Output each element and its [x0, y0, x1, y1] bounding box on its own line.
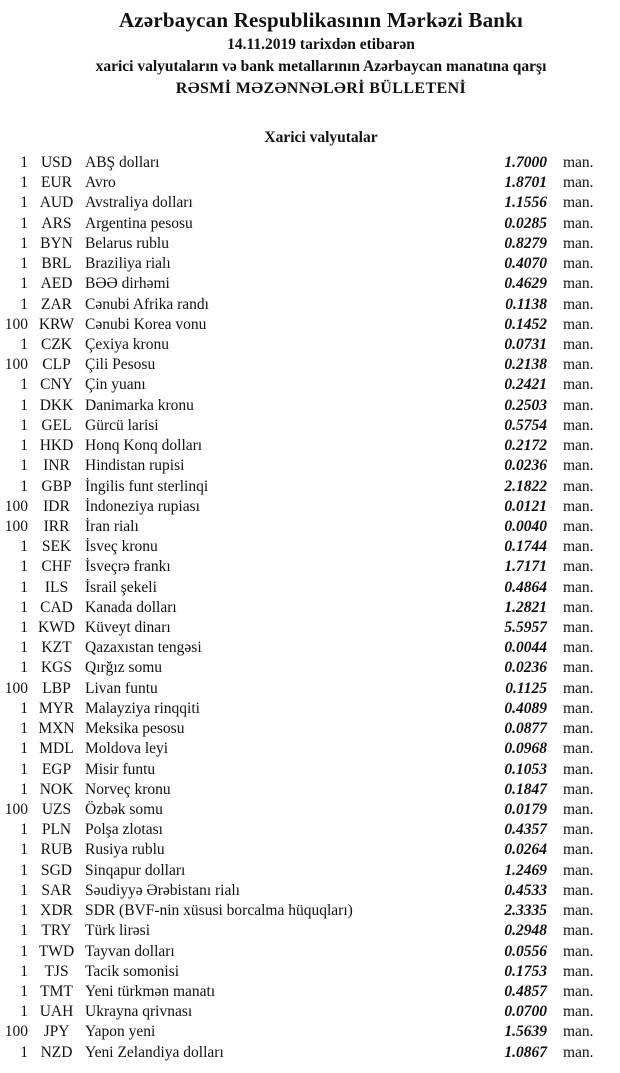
unit-cell: man. — [563, 841, 594, 859]
currency-name-cell: Meksika pesosu — [85, 720, 185, 738]
table-row — [0, 335, 620, 355]
quantity-cell: 100 — [4, 356, 28, 374]
currency-name-cell: İran rialı — [85, 517, 139, 535]
currency-code-cell: SEK — [41, 538, 72, 556]
currency-name-cell: Ukrayna qrivnası — [85, 1003, 193, 1021]
currency-code-cell: BRL — [41, 255, 72, 273]
rate-cell: 0.1753 — [504, 962, 547, 980]
rate-cell: 0.0556 — [504, 942, 547, 960]
unit-cell: man. — [563, 598, 594, 616]
currency-code-cell: RUB — [40, 841, 73, 859]
table-row — [0, 598, 620, 618]
currency-code-cell: KGS — [40, 659, 72, 677]
currency-code-cell: EGP — [41, 760, 72, 778]
table-row — [0, 1002, 620, 1022]
quantity-cell: 1 — [20, 295, 28, 313]
currency-name-cell: İsrail şekeli — [85, 578, 157, 596]
rate-cell: 0.4864 — [504, 578, 547, 596]
currency-code-cell: JPY — [43, 1023, 70, 1041]
table-row — [0, 254, 620, 274]
currency-name-cell: Belarus rublu — [85, 234, 169, 252]
table-row — [0, 537, 620, 557]
quantity-cell: 1 — [20, 598, 28, 616]
bulletin-title-line: RƏSMİ MƏZƏNNƏLƏRİ BÜLLETENİ — [175, 80, 467, 97]
rate-cell: 0.4533 — [504, 881, 547, 899]
unit-cell: man. — [563, 821, 594, 839]
quantity-cell: 1 — [20, 841, 28, 859]
rate-cell: 0.0040 — [504, 517, 547, 535]
table-row — [0, 456, 620, 476]
currency-name-cell: Polşa zlotası — [85, 821, 163, 839]
unit-cell: man. — [563, 437, 594, 455]
currency-name-cell: Rusiya rublu — [85, 841, 165, 859]
currency-code-cell: UZS — [41, 801, 72, 818]
table-row — [0, 719, 620, 739]
currency-name-cell: Qazaxıstan tengəsi — [85, 639, 202, 657]
table-row — [0, 416, 620, 436]
table-row — [0, 295, 620, 315]
table-row — [0, 699, 620, 719]
rate-cell: 0.5754 — [504, 416, 547, 434]
currency-name-cell: Misir funtu — [85, 760, 156, 778]
currency-name-cell: Tacik somonisi — [85, 962, 180, 980]
unit-cell: man. — [563, 234, 594, 252]
table-row — [0, 173, 620, 193]
table-row — [0, 375, 620, 395]
table-row — [0, 800, 620, 820]
currency-name-cell: ABŞ dolları — [85, 154, 160, 171]
rate-cell: 0.8279 — [504, 234, 547, 252]
currency-name-cell: Malayziya rinqqiti — [85, 699, 200, 717]
rate-cell: 0.2138 — [504, 356, 547, 374]
currency-name-cell: Avstraliya dolları — [85, 194, 193, 212]
unit-cell: man. — [563, 760, 594, 778]
quantity-cell: 1 — [20, 578, 28, 596]
unit-cell: man. — [563, 922, 594, 940]
currency-code-cell: IDR — [43, 497, 70, 515]
currency-code-cell: TWD — [38, 942, 75, 960]
unit-cell: man. — [563, 942, 594, 960]
table-row — [0, 901, 620, 921]
quantity-cell: 100 — [4, 517, 28, 535]
table-row — [0, 982, 620, 1002]
quantity-cell: 100 — [4, 679, 28, 697]
table-row — [0, 557, 620, 577]
rate-cell: 1.8701 — [504, 174, 547, 192]
currency-code-cell: LBP — [42, 679, 71, 697]
unit-cell: man. — [563, 154, 594, 171]
quantity-cell: 1 — [20, 457, 28, 475]
page-title: Azərbaycan Respublikasının Mərkəzi Bankı — [118, 8, 524, 32]
quantity-cell: 1 — [20, 437, 28, 455]
currency-code-cell: ILS — [44, 578, 69, 596]
unit-cell: man. — [563, 356, 594, 374]
currency-code-cell: GEL — [41, 416, 72, 434]
quantity-cell: 1 — [20, 416, 28, 434]
quantity-cell: 1 — [20, 861, 28, 879]
quantity-cell: 1 — [20, 477, 28, 495]
quantity-cell: 1 — [20, 396, 28, 414]
currency-code-cell: TMT — [40, 982, 73, 1000]
currency-code-cell: MXN — [38, 720, 75, 738]
rate-cell: 0.0236 — [504, 457, 547, 475]
rate-cell: 1.1556 — [504, 194, 547, 212]
quantity-cell: 100 — [4, 801, 28, 818]
currency-code-cell: CAD — [40, 598, 73, 616]
rate-cell: 0.0236 — [504, 659, 547, 677]
table-row — [0, 274, 620, 294]
currency-code-cell: EUR — [41, 174, 72, 192]
unit-cell: man. — [563, 679, 594, 697]
currency-name-cell: Gürcü larisi — [85, 416, 159, 434]
table-row — [0, 436, 620, 456]
currency-code-cell: DKK — [39, 396, 74, 414]
quantity-cell: 1 — [20, 538, 28, 556]
table-row — [0, 760, 620, 780]
currency-name-cell: Çili Pesosu — [85, 356, 156, 374]
rate-cell: 2.1822 — [504, 477, 547, 495]
currency-code-cell: NOK — [39, 780, 74, 798]
currency-name-cell: Səudiyyə Ərəbistanı rialı — [85, 881, 240, 899]
table-row — [0, 618, 620, 638]
currency-name-cell: Cənubi Afrika randı — [85, 295, 209, 313]
currency-code-cell: KRW — [38, 315, 75, 333]
unit-cell: man. — [563, 1003, 594, 1021]
currency-code-cell: BYN — [40, 234, 73, 252]
unit-cell: man. — [563, 517, 594, 535]
rate-cell: 0.0700 — [504, 1003, 547, 1021]
quantity-cell: 1 — [20, 881, 28, 899]
currency-name-cell: Özbək somu — [85, 801, 163, 818]
currency-name-cell: Cənubi Korea vonu — [85, 315, 207, 333]
quantity-cell: 1 — [20, 376, 28, 394]
currency-name-cell: Moldova leyi — [85, 740, 169, 758]
scope-line: xarici valyutaların və bank metallarının Azərbaycan manatına qarşı — [95, 58, 547, 75]
quantity-cell: 1 — [20, 234, 28, 252]
currency-name-cell: Sinqapur dolları — [85, 861, 186, 879]
currency-name-cell: Norveç kronu — [85, 780, 171, 798]
currency-name-cell: Çin yuanı — [85, 376, 146, 394]
rate-cell: 0.0179 — [504, 801, 547, 818]
unit-cell: man. — [563, 881, 594, 899]
rate-cell: 1.2821 — [504, 598, 547, 616]
rate-cell: 1.0867 — [504, 1043, 547, 1061]
currency-code-cell: MDL — [39, 740, 74, 758]
quantity-cell: 1 — [20, 174, 28, 192]
currency-name-cell: Argentina pesosu — [85, 214, 193, 232]
quantity-cell: 1 — [20, 335, 28, 353]
quantity-cell: 1 — [20, 962, 28, 980]
rate-cell: 0.1125 — [505, 679, 547, 697]
quantity-cell: 100 — [4, 497, 28, 515]
quantity-cell: 1 — [20, 902, 28, 920]
unit-cell: man. — [563, 255, 594, 273]
rate-cell: 0.2503 — [504, 396, 547, 414]
currency-code-cell: TJS — [44, 962, 69, 980]
unit-cell: man. — [563, 396, 594, 414]
unit-cell: man. — [563, 538, 594, 556]
rate-cell: 0.4070 — [504, 255, 547, 273]
currency-code-cell: MYR — [38, 699, 75, 717]
unit-cell: man. — [563, 335, 594, 353]
unit-cell: man. — [563, 902, 594, 920]
currency-code-cell: HKD — [39, 437, 74, 455]
currency-code-cell: SAR — [41, 881, 72, 899]
rate-cell: 0.1744 — [504, 538, 547, 556]
rate-cell: 0.0877 — [504, 720, 547, 738]
currency-name-cell: İndoneziya rupiası — [85, 497, 200, 515]
unit-cell: man. — [563, 962, 594, 980]
quantity-cell: 1 — [20, 740, 28, 758]
currency-code-cell: SGD — [40, 861, 72, 879]
currency-code-cell: USD — [40, 154, 72, 171]
table-row — [0, 1022, 620, 1042]
quantity-cell: 1 — [20, 639, 28, 657]
unit-cell: man. — [563, 214, 594, 232]
currency-code-cell: KWD — [37, 619, 76, 637]
unit-cell: man. — [563, 315, 594, 333]
table-row — [0, 921, 620, 941]
quantity-cell: 1 — [20, 194, 28, 212]
quantity-cell: 1 — [20, 1043, 28, 1061]
rate-cell: 0.4629 — [504, 275, 547, 293]
unit-cell: man. — [563, 619, 594, 637]
unit-cell: man. — [563, 194, 594, 212]
currency-name-cell: Kanada dolları — [85, 598, 177, 616]
quantity-cell: 100 — [4, 315, 28, 333]
quantity-cell: 1 — [20, 558, 28, 576]
table-row — [0, 881, 620, 901]
unit-cell: man. — [563, 1043, 594, 1061]
unit-cell: man. — [563, 740, 594, 758]
currency-name-cell: Hindistan rupisi — [85, 457, 185, 475]
table-row — [0, 658, 620, 678]
quantity-cell: 1 — [20, 780, 28, 798]
table-row — [0, 942, 620, 962]
table-row — [0, 153, 620, 173]
currency-name-cell: İsveçrə frankı — [85, 558, 171, 576]
currency-name-cell: İsveç kronu — [85, 538, 158, 556]
rate-cell: 1.7000 — [504, 154, 547, 171]
currency-name-cell: Küveyt dinarı — [85, 619, 171, 637]
rate-cell: 1.5639 — [504, 1023, 547, 1041]
currency-name-cell: Çexiya kronu — [85, 335, 169, 353]
currency-name-cell: Tayvan dolları — [85, 942, 175, 960]
currency-name-cell: Avro — [85, 174, 116, 192]
rates-table — [0, 153, 620, 1063]
section-title-foreign-currencies: Xarici valyutalar — [264, 129, 378, 146]
table-row — [0, 193, 620, 213]
currency-code-cell: GBP — [41, 477, 72, 495]
unit-cell: man. — [563, 376, 594, 394]
table-row — [0, 234, 620, 254]
unit-cell: man. — [563, 801, 594, 818]
table-row — [0, 355, 620, 375]
currency-code-cell: CZK — [41, 335, 72, 353]
currency-name-cell: Yeni Zelandiya dolları — [85, 1043, 224, 1061]
rate-cell: 0.0044 — [504, 639, 547, 657]
currency-code-cell: IRR — [43, 517, 70, 535]
table-row — [0, 962, 620, 982]
unit-cell: man. — [563, 861, 594, 879]
currency-code-cell: INR — [43, 457, 70, 475]
rate-cell: 1.7171 — [504, 558, 547, 576]
rate-cell: 0.2172 — [504, 437, 547, 455]
quantity-cell: 1 — [20, 1003, 28, 1021]
quantity-cell: 1 — [20, 982, 28, 1000]
table-row — [0, 861, 620, 881]
table-row — [0, 517, 620, 537]
currency-code-cell: AED — [40, 275, 73, 293]
table-row — [0, 840, 620, 860]
rate-cell: 0.1138 — [505, 295, 547, 313]
rate-cell: 0.1847 — [504, 780, 547, 798]
rate-cell: 0.2948 — [504, 922, 547, 940]
unit-cell: man. — [563, 578, 594, 596]
rate-cell: 0.1053 — [504, 760, 547, 778]
currency-name-cell: Livan funtu — [85, 679, 158, 697]
unit-cell: man. — [563, 174, 594, 192]
table-row — [0, 396, 620, 416]
currency-name-cell: Braziliya rialı — [85, 255, 171, 273]
unit-cell: man. — [563, 497, 594, 515]
currency-name-cell: Yeni türkmən manatı — [85, 982, 216, 1000]
unit-cell: man. — [563, 275, 594, 293]
rate-cell: 1.2469 — [504, 861, 547, 879]
table-row — [0, 739, 620, 759]
unit-cell: man. — [563, 416, 594, 434]
table-row — [0, 1043, 620, 1063]
quantity-cell: 100 — [4, 1023, 28, 1041]
currency-name-cell: BƏƏ dirhəmi — [85, 275, 170, 293]
currency-code-cell: XDR — [40, 902, 73, 920]
currency-code-cell: AUD — [39, 194, 74, 212]
currency-name-cell: Danimarka kronu — [85, 396, 194, 414]
rate-cell: 0.4357 — [504, 821, 547, 839]
currency-code-cell: KZT — [41, 639, 72, 657]
table-row — [0, 578, 620, 598]
currency-name-cell: Türk lirəsi — [85, 922, 150, 940]
table-row — [0, 477, 620, 497]
quantity-cell: 1 — [20, 154, 28, 171]
currency-code-cell: UAH — [39, 1003, 74, 1021]
rate-cell: 0.0264 — [504, 841, 547, 859]
table-row — [0, 315, 620, 335]
unit-cell: man. — [563, 659, 594, 677]
unit-cell: man. — [563, 780, 594, 798]
quantity-cell: 1 — [20, 255, 28, 273]
quantity-cell: 1 — [20, 275, 28, 293]
unit-cell: man. — [563, 699, 594, 717]
rate-cell: 5.5957 — [504, 619, 547, 637]
effective-date-line: 14.11.2019 tarixdən etibarən — [227, 36, 415, 53]
rate-cell: 0.1452 — [504, 315, 547, 333]
currency-code-cell: CHF — [41, 558, 72, 576]
table-row — [0, 820, 620, 840]
quantity-cell: 1 — [20, 659, 28, 677]
rate-cell: 0.4089 — [504, 699, 547, 717]
currency-code-cell: TRY — [41, 922, 72, 940]
rate-cell: 0.0285 — [504, 214, 547, 232]
unit-cell: man. — [563, 558, 594, 576]
unit-cell: man. — [563, 982, 594, 1000]
quantity-cell: 1 — [20, 821, 28, 839]
currency-name-cell: Qırğız somu — [85, 659, 163, 677]
currency-code-cell: ZAR — [41, 295, 72, 313]
table-row — [0, 497, 620, 517]
table-row — [0, 638, 620, 658]
quantity-cell: 1 — [20, 619, 28, 637]
currency-code-cell: CLP — [42, 356, 71, 374]
table-row — [0, 780, 620, 800]
currency-code-cell: CNY — [40, 376, 73, 394]
quantity-cell: 1 — [20, 922, 28, 940]
rate-cell: 0.0121 — [504, 497, 547, 515]
currency-code-cell: PLN — [41, 821, 72, 839]
currency-code-cell: NZD — [40, 1043, 73, 1061]
unit-cell: man. — [563, 639, 594, 657]
table-row — [0, 679, 620, 699]
currency-name-cell: İngilis funt sterlinqi — [85, 477, 209, 495]
unit-cell: man. — [563, 720, 594, 738]
quantity-cell: 1 — [20, 699, 28, 717]
quantity-cell: 1 — [20, 214, 28, 232]
unit-cell: man. — [563, 457, 594, 475]
rate-cell: 2.3335 — [504, 902, 547, 920]
rate-cell: 0.2421 — [504, 376, 547, 394]
bulletin-header — [0, 0, 620, 100]
table-row — [0, 214, 620, 234]
unit-cell: man. — [563, 477, 594, 495]
unit-cell: man. — [563, 295, 594, 313]
currency-name-cell: SDR (BVF-nin xüsusi borcalma hüquqları) — [85, 902, 353, 920]
rate-cell: 0.0968 — [504, 740, 547, 758]
unit-cell: man. — [563, 1023, 594, 1041]
currency-code-cell: ARS — [41, 214, 72, 232]
currency-name-cell: Honq Konq dolları — [85, 437, 203, 455]
quantity-cell: 1 — [20, 760, 28, 778]
quantity-cell: 1 — [20, 942, 28, 960]
currency-name-cell: Yapon yeni — [85, 1023, 156, 1041]
rate-cell: 0.4857 — [504, 982, 547, 1000]
rate-cell: 0.0731 — [504, 335, 547, 353]
quantity-cell: 1 — [20, 720, 28, 738]
